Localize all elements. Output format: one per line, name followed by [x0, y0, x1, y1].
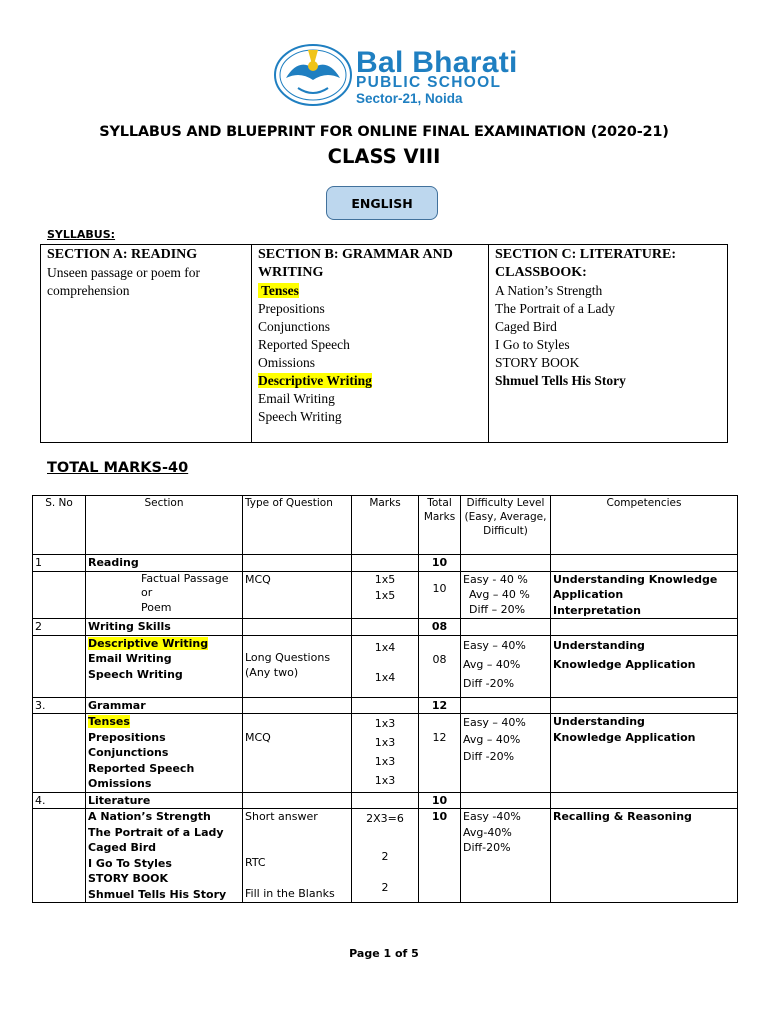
list-item: Descriptive Writing: [88, 636, 209, 650]
row-total: 10: [419, 555, 461, 572]
syllabus-line: Unseen passage or poem for: [47, 265, 200, 280]
competency-value: Application: [553, 588, 624, 601]
school-subtitle: PUBLIC SCHOOL: [356, 74, 502, 91]
row-difficulty: [461, 571, 551, 619]
row-competencies: [551, 635, 738, 697]
syllabus-line: Tenses: [258, 283, 299, 298]
list-item: Poem: [141, 600, 172, 614]
syllabus-line: STORY BOOK: [495, 355, 580, 370]
syllabus-line: I Go to Styles: [495, 337, 570, 352]
list-item: Speech Writing: [88, 667, 183, 681]
school-name: Bal Bharati: [356, 46, 518, 79]
syllabus-line: Reported Speech: [258, 337, 350, 352]
row-competencies: [551, 571, 738, 619]
marks-value: 1x3: [374, 755, 396, 768]
list-item: Email Writing: [88, 652, 172, 665]
syllabus-line: Speech Writing: [258, 409, 342, 424]
syllabus-line: Email Writing: [258, 391, 335, 406]
marks-value: 2X3=6: [366, 812, 404, 825]
section-heading: SECTION B: GRAMMAR AND WRITING: [258, 247, 453, 280]
section-heading: SECTION C: LITERATURE: CLASSBOOK:: [495, 247, 676, 280]
row-sno: 2: [33, 619, 86, 636]
row-total: 12: [419, 697, 461, 714]
row-section: Reading: [86, 555, 243, 572]
competency-value: Knowledge Application: [553, 657, 696, 671]
row-difficulty: [461, 809, 551, 903]
section-heading: SECTION A: READING: [47, 247, 198, 262]
syllabus-line: Prepositions: [258, 301, 325, 316]
marks-value: 1x3: [374, 717, 396, 730]
marks-value: 1x4: [374, 640, 396, 654]
list-item: Caged Bird: [88, 841, 156, 854]
syllabus-line: Descriptive Writing: [258, 373, 372, 388]
row-section: Grammar: [86, 697, 243, 714]
row-total: 08: [419, 619, 461, 636]
table-row: [33, 619, 738, 636]
row-competencies: [551, 809, 738, 903]
row-type: [243, 635, 352, 697]
competency-value: Understanding: [553, 638, 645, 652]
row-difficulty: [461, 635, 551, 697]
syllabus-line: comprehension: [47, 283, 130, 298]
row-total: 12: [419, 714, 461, 793]
school-location: Sector-21, Noida: [356, 91, 463, 106]
syllabus-section-c: [489, 245, 727, 442]
row-sno: 4.: [33, 792, 86, 809]
header-difficulty: Difficulty Level (Easy, Average, Difficult): [461, 496, 551, 555]
row-type: MCQ: [243, 571, 352, 619]
row-marks: [352, 714, 419, 793]
list-item: Tenses: [88, 715, 130, 728]
row-type: MCQ: [243, 714, 352, 793]
list-item: I Go To Styles: [88, 856, 172, 870]
syllabus-label: SYLLABUS:: [47, 228, 116, 241]
difficulty-value: Easy - 40 %: [463, 572, 528, 586]
header-marks: Marks: [352, 496, 419, 555]
marks-value: 1x5: [374, 588, 396, 602]
row-total: 08: [419, 635, 461, 697]
row-sno: 1: [33, 555, 86, 572]
marks-value: 1x4: [374, 670, 396, 684]
list-item: or: [141, 586, 153, 599]
syllabus-line: Omissions: [258, 355, 316, 370]
row-items: [86, 571, 243, 619]
syllabus-line: The Portrait of a Lady: [495, 301, 615, 316]
difficulty-value: Diff – 20%: [469, 602, 526, 616]
marks-value: 2: [381, 881, 389, 894]
document-title: SYLLABUS AND BLUEPRINT FOR ONLINE FINAL EXAMINATION (2020-21): [99, 124, 669, 140]
row-section: Writing Skills: [86, 619, 243, 636]
table-row: [33, 809, 738, 903]
marks-value: 1x3: [374, 774, 396, 787]
competency-value: Interpretation: [553, 603, 641, 617]
table-row: [33, 571, 738, 619]
syllabus-line: A Nation’s Strength: [495, 283, 603, 298]
marks-value: 2: [381, 849, 389, 863]
difficulty-value: Easy -40%: [463, 810, 521, 823]
row-items: [86, 809, 243, 903]
difficulty-value: Diff -20%: [463, 750, 515, 763]
header-total: Total Marks: [419, 496, 461, 555]
table-row: [33, 792, 738, 809]
table-row: [33, 555, 738, 572]
type-value: Fill in the Blanks: [245, 887, 335, 900]
competency-value: Knowledge Application: [553, 730, 696, 744]
row-items: [86, 714, 243, 793]
header-section: Section: [86, 496, 243, 555]
type-value: Long Questions: [245, 650, 331, 664]
difficulty-value: Avg – 40%: [463, 733, 521, 746]
list-item: Shmuel Tells His Story: [88, 887, 227, 901]
row-marks: [352, 571, 419, 619]
header-sno: S. No: [33, 496, 86, 555]
row-marks: [352, 809, 419, 903]
list-item: Prepositions: [88, 730, 166, 744]
competency-value: Understanding: [553, 715, 645, 728]
syllabus-section-a: [41, 245, 252, 442]
row-difficulty: [461, 714, 551, 793]
table-header-row: [33, 496, 738, 555]
row-total: 10: [419, 792, 461, 809]
class-title: CLASS VIII: [327, 145, 441, 168]
list-item: A Nation’s Strength: [88, 810, 211, 823]
table-row: [33, 635, 738, 697]
subject-badge: ENGLISH: [326, 186, 438, 220]
list-item: The Portrait of a Lady: [88, 825, 224, 839]
list-item: Reported Speech: [88, 761, 195, 775]
school-logo: [268, 38, 358, 108]
page-number: Page 1 of 5: [349, 947, 419, 960]
header-type: Type of Question: [243, 496, 352, 555]
difficulty-value: Avg-40%: [463, 825, 512, 839]
row-items: [86, 635, 243, 697]
list-item: Conjunctions: [88, 746, 169, 759]
syllabus-line: Shmuel Tells His Story: [495, 373, 626, 388]
row-type: [243, 809, 352, 903]
competency-value: Recalling & Reasoning: [553, 810, 692, 823]
row-marks: [352, 635, 419, 697]
type-value: (Any two): [245, 665, 299, 679]
blueprint-table: [32, 495, 738, 903]
list-item: Factual Passage: [141, 571, 229, 585]
table-row: [33, 714, 738, 793]
difficulty-value: Avg – 40 %: [469, 587, 530, 601]
marks-value: 1x5: [374, 572, 396, 586]
difficulty-value: Diff-20%: [463, 841, 511, 854]
row-competencies: [551, 714, 738, 793]
difficulty-value: Easy – 40%: [463, 716, 526, 729]
total-marks: TOTAL MARKS-40: [47, 460, 189, 476]
marks-value: 1x3: [374, 736, 396, 749]
difficulty-value: Easy – 40%: [463, 638, 526, 652]
type-value: Short answer: [245, 810, 318, 823]
difficulty-value: Avg – 40%: [463, 657, 521, 671]
list-item: Omissions: [88, 777, 152, 790]
syllabus-table: [40, 244, 728, 443]
row-section: Literature: [86, 792, 243, 809]
type-value: RTC: [245, 855, 266, 869]
syllabus-line: Caged Bird: [495, 319, 557, 334]
difficulty-value: Diff -20%: [463, 676, 515, 690]
row-sno: 3.: [33, 697, 86, 714]
header-competencies: Competencies: [551, 496, 738, 555]
syllabus-line: Conjunctions: [258, 319, 331, 334]
competency-value: Understanding Knowledge: [553, 572, 718, 586]
row-total: 10: [419, 571, 461, 619]
table-row: [33, 697, 738, 714]
syllabus-section-b: [252, 245, 489, 442]
row-total: 10: [419, 809, 461, 903]
list-item: STORY BOOK: [88, 872, 169, 885]
